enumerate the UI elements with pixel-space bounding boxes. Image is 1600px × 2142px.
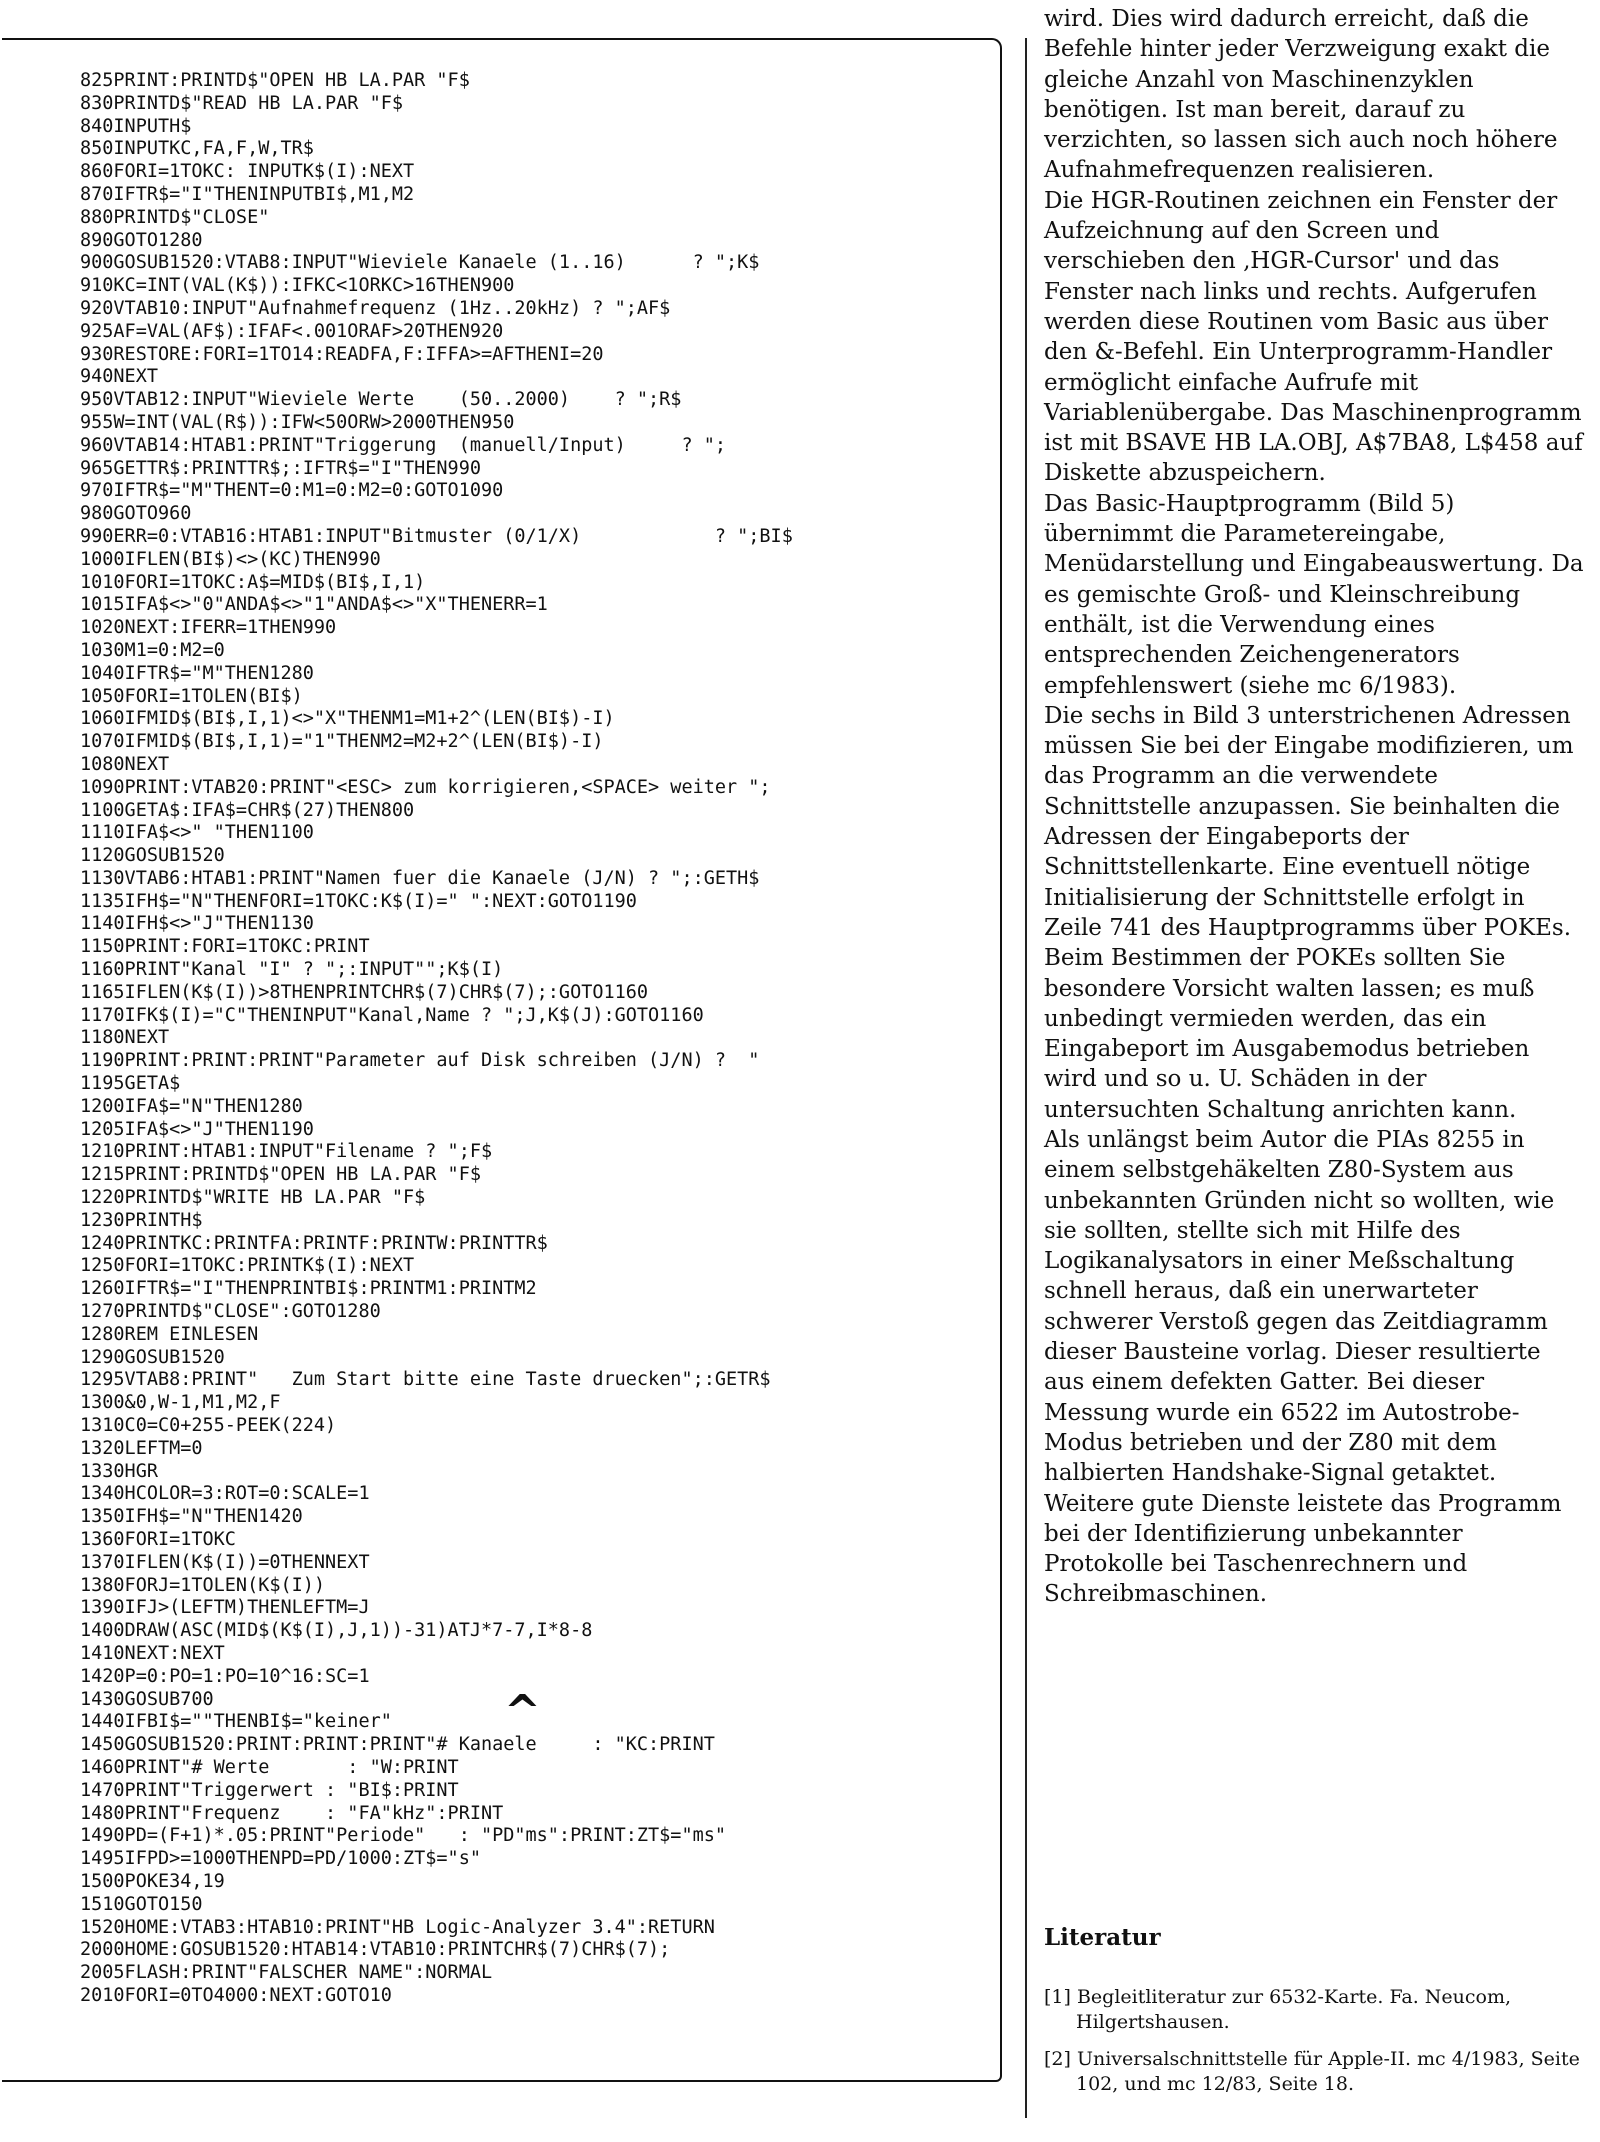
- code-line: 1210PRINT:HTAB1:INPUT"Filename ? ";F$: [80, 1141, 493, 1163]
- code-line: 1350IFH$="N"THEN1420: [80, 1506, 303, 1528]
- code-line: 870IFTR$="I"THENINPUTBI$,M1,M2: [80, 183, 415, 205]
- code-line: 2000HOME:GOSUB1520:HTAB14:VTAB10:PRINTCHR$(7)CHR$(7);: [80, 1939, 671, 1961]
- code-line: 1205IFA$<>"J"THEN1190: [80, 1118, 314, 1140]
- code-line: 1495IFPD>=1000THENPD=PD/1000:ZT$="s": [80, 1848, 481, 1870]
- code-line: 1400DRAW(ASC(MID$(K$(I),J,1))-31)ATJ*7-7,I*8-8: [80, 1620, 593, 1642]
- code-line: 925AF=VAL(AF$):IFAF<.001ORAF>20THEN920: [80, 320, 504, 342]
- code-line: 850INPUTKC,FA,F,W,TR$: [80, 138, 314, 160]
- code-line: 1050FORI=1TOLEN(BI$): [80, 685, 303, 707]
- code-line: 1240PRINTKC:PRINTFA:PRINTF:PRINTW:PRINTTR$: [80, 1232, 548, 1254]
- code-line: 1040IFTR$="M"THEN1280: [80, 662, 314, 684]
- code-line: 1090PRINT:VTAB20:PRINT"<ESC> zum korrigieren,<SPACE> weiter ";: [80, 776, 771, 798]
- code-line: 1320LEFTM=0: [80, 1437, 203, 1459]
- code-line: 1340HCOLOR=3:ROT=0:SCALE=1: [80, 1483, 370, 1505]
- code-line: 1420P=0:PO=1:PO=10^16:SC=1: [80, 1665, 370, 1687]
- code-line: 940NEXT: [80, 366, 158, 388]
- code-line: 1020NEXT:IFERR=1THEN990: [80, 617, 337, 639]
- reference-list: [1044, 1985, 1584, 2109]
- code-line: 825PRINT:PRINTD$"OPEN HB LA.PAR "F$: [80, 70, 470, 91]
- code-line: 1430GOSUB700: [80, 1688, 214, 1710]
- code-line: 1130VTAB6:HTAB1:PRINT"Namen fuer die Kanaele (J/N) ? ";:GETH$: [80, 867, 760, 889]
- code-line: 960VTAB14:HTAB1:PRINT"Triggerung (manuell/Input) ? ";: [80, 434, 727, 456]
- code-line: 2005FLASH:PRINT"FALSCHER NAME":NORMAL: [80, 1962, 493, 1984]
- code-line: 1120GOSUB1520: [80, 845, 225, 867]
- code-line: 840INPUTH$: [80, 115, 192, 137]
- code-line: 1015IFA$<>"0"ANDA$<>"1"ANDA$<>"X"THENERR=1: [80, 594, 548, 616]
- code-line: 1200IFA$="N"THEN1280: [80, 1095, 303, 1117]
- code-line: 965GETTR$:PRINTTR$;:IFTR$="I"THEN990: [80, 457, 481, 479]
- code-line: 1500POKE34,19: [80, 1870, 225, 1892]
- code-line: 1160PRINT"Kanal "I" ? ";:INPUT"";K$(I): [80, 959, 504, 981]
- code-line: 1260IFTR$="I"THENPRINTBI$:PRINTM1:PRINTM2: [80, 1278, 537, 1300]
- handwritten-caret-mark: ^: [504, 1686, 541, 1737]
- code-line: 1030M1=0:M2=0: [80, 639, 225, 661]
- code-line: 1165IFLEN(K$(I))>8THENPRINTCHR$(7)CHR$(7);:GOTO1160: [80, 981, 649, 1003]
- code-line: 980GOTO960: [80, 503, 192, 525]
- code-line: 930RESTORE:FORI=1TO14:READFA,F:IFFA>=AFTHENI=20: [80, 343, 604, 365]
- code-line: 1215PRINT:PRINTD$"OPEN HB LA.PAR "F$: [80, 1164, 481, 1186]
- code-line: 1520HOME:VTAB3:HTAB10:PRINT"HB Logic-Analyzer 3.4":RETURN: [80, 1916, 715, 1938]
- code-line: 1010FORI=1TOKC:A$=MID$(BI$,I,1): [80, 571, 426, 593]
- code-line: 910KC=INT(VAL(K$)):IFKC<1ORKC>16THEN900: [80, 275, 515, 297]
- reference-item: [1] Begleitliteratur zur 6532-Karte. Fa. Neucom, Hilgertshausen.: [1044, 1986, 1512, 2033]
- code-line: 1490PD=(F+1)*.05:PRINT"Periode" : "PD"ms":PRINT:ZT$="ms": [80, 1825, 727, 1847]
- article-paragraph: Als unlängst beim Autor die PIAs 8255 in einem selbstgehäkelten Z80-System aus unbekannten Gründen nicht so wollten, wie sie sollten, stellte sich mit Hilfe des Logikanalysators in einer Meßschaltung schnell heraus, daß ein unerwarteter schwerer Verstoß gegen das Zeitdiagramm dieser Bausteine vorlag. Dieser resultierte aus einem defekten Gatter. Bei dieser Messung wurde ein 6522 im Autostrobe-Modus betrieben und der Z80 mit dem halbierten Handshake-Signal getaktet. Weitere gute Dienste leistete das Programm bei der Identifizierung unbekannter Protokolle bei Taschenrechnern und Schreibmaschinen.: [1044, 1126, 1562, 1608]
- code-line: 1195GETA$: [80, 1073, 181, 1095]
- literatur-heading: Literatur: [1044, 1924, 1161, 1951]
- code-line: 1470PRINT"Triggerwert : "BI$:PRINT: [80, 1779, 459, 1801]
- code-line: 1280REM EINLESEN: [80, 1323, 259, 1345]
- code-line: 1100GETA$:IFA$=CHR$(27)THEN800: [80, 799, 415, 821]
- code-line: 1460PRINT"# Werte : "W:PRINT: [80, 1756, 459, 1778]
- article-paragraph: Die sechs in Bild 3 unterstrichenen Adressen müssen Sie bei der Eingabe modifizieren, um das Programm an die verwendete Schnittstelle anzupassen. Sie beinhalten die Adressen der Eingabeports der Schnittstellenkarte. Eine eventuell nötige Initialisierung der Schnittstelle erfolgt in Zeile 741 des Hauptprogramms über POKEs. Beim Bestimmen der POKEs sollten Sie besondere Vorsicht walten lassen; es muß unbedingt vermieden werden, das ein Eingabeport im Ausgabemodus betrieben wird und so u. U. Schäden in der untersuchten Schaltung anrichten kann.: [1044, 702, 1574, 1123]
- code-line: 1295VTAB8:PRINT" Zum Start bitte eine Taste druecken";:GETR$: [80, 1369, 771, 1391]
- code-line: 1170IFK$(I)="C"THENINPUT"Kanal,Name ? ";J,K$(J):GOTO1160: [80, 1004, 704, 1026]
- code-line: 1110IFA$<>" "THEN1100: [80, 822, 314, 844]
- code-line: 1135IFH$="N"THENFORI=1TOKC:K$(I)=" ":NEXT:GOTO1190: [80, 890, 637, 912]
- code-line: 1480PRINT"Frequenz : "FA"kHz":PRINT: [80, 1802, 504, 1824]
- code-line: 1150PRINT:FORI=1TOKC:PRINT: [80, 936, 370, 958]
- code-line: 890GOTO1280: [80, 229, 203, 251]
- code-line: 1080NEXT: [80, 753, 170, 775]
- reference-item: [2] Universalschnittstelle für Apple-II. mc 4/1983, Seite 102, und mc 12/83, Seite 18.: [1044, 2048, 1580, 2095]
- code-line: 1360FORI=1TOKC: [80, 1529, 236, 1550]
- code-line: 1440IFBI$=""THENBI$="keiner": [80, 1711, 392, 1733]
- code-line: 1270PRINTD$"CLOSE":GOTO1280: [80, 1301, 381, 1323]
- code-line: 1290GOSUB1520: [80, 1346, 225, 1368]
- code-line: 880PRINTD$"CLOSE": [80, 206, 270, 228]
- code-line: 920VTAB10:INPUT"Aufnahmefrequenz (1Hz..20kHz) ? ";AF$: [80, 297, 671, 319]
- code-line: 955W=INT(VAL(R$)):IFW<50ORW>2000THEN950: [80, 411, 515, 433]
- code-line: 1070IFMID$(BI$,I,1)="1"THENM2=M2+2^(LEN(BI$)-I): [80, 731, 604, 753]
- code-line: 1510GOTO150: [80, 1893, 203, 1915]
- article-body-text: [1044, 4, 1584, 1610]
- code-line: 1370IFLEN(K$(I))=0THENNEXT: [80, 1551, 370, 1573]
- code-line: 1300&0,W-1,M1,M2,F: [80, 1392, 281, 1414]
- code-line: 970IFTR$="M"THENT=0:M1=0:M2=0:GOTO1090: [80, 480, 504, 502]
- code-line: 1220PRINTD$"WRITE HB LA.PAR "F$: [80, 1187, 426, 1209]
- code-line: 1450GOSUB1520:PRINT:PRINT:PRINT"# Kanaele : "KC:PRINT: [80, 1734, 715, 1756]
- code-line: 1060IFMID$(BI$,I,1)<>"X"THENM1=M1+2^(LEN(BI$)-I): [80, 708, 615, 730]
- code-line: 1410NEXT:NEXT: [80, 1642, 225, 1664]
- code-line: 1330HGR: [80, 1460, 158, 1482]
- code-line: 1380FORJ=1TOLEN(K$(I)): [80, 1574, 326, 1596]
- article-paragraph: wird. Dies wird dadurch erreicht, daß die Befehle hinter jeder Verzweigung exakt die gleiche Anzahl von Maschinenzyklen benötigen. Ist man bereit, darauf zu verzichten, so lassen sich auch noch höhere Aufnahmefrequenzen realisieren.: [1044, 6, 1558, 184]
- code-line: 900GOSUB1520:VTAB8:INPUT"Wieviele Kanaele (1..16) ? ";K$: [80, 252, 760, 274]
- code-line: 1250FORI=1TOKC:PRINTK$(I):NEXT: [80, 1255, 415, 1277]
- code-line: 1180NEXT: [80, 1027, 170, 1049]
- code-line: 1000IFLEN(BI$)<>(KC)THEN990: [80, 548, 381, 570]
- code-line: 950VTAB12:INPUT"Wieviele Werte (50..2000) ? ";R$: [80, 389, 682, 411]
- basic-code-listing: [80, 70, 793, 2008]
- article-paragraph: Das Basic-Hauptprogramm (Bild 5) übernimmt die Parametereingabe, Menüdarstellung und Eingabeauswertung. Da es gemischte Groß- und Kleinschreibung enthält, ist die Verwendung eines entsprechenden Zeichengenerators empfehlenswert (siehe mc 6/1983).: [1044, 490, 1584, 699]
- code-line: 2010FORI=0TO4000:NEXT:GOTO10: [80, 1984, 392, 2006]
- article-paragraph: Die HGR-Routinen zeichnen ein Fenster der Aufzeichnung auf den Screen und verschieben den ‚HGR-Cursor' und das Fenster nach links und rechts. Aufgerufen werden diese Routinen vom Basic aus über den &-Befehl. Ein Unterprogramm-Handler ermöglicht einfache Aufrufe mit Variablenübergabe. Das Maschinenprogramm ist mit BSAVE HB LA.OBJ, A$7BA8, L$458 auf Diskette abzuspeichern.: [1044, 187, 1583, 487]
- code-line: 1310C0=C0+255-PEEK(224): [80, 1415, 337, 1437]
- code-line: 830PRINTD$"READ HB LA.PAR "F$: [80, 92, 404, 114]
- code-line: 1230PRINTH$: [80, 1209, 203, 1231]
- code-line: 990ERR=0:VTAB16:HTAB1:INPUT"Bitmuster (0/1/X) ? ";BI$: [80, 525, 793, 547]
- code-line: 1140IFH$<>"J"THEN1130: [80, 913, 314, 935]
- code-line: 1190PRINT:PRINT:PRINT"Parameter auf Disk schreiben (J/N) ? ": [80, 1050, 760, 1072]
- column-divider: [1025, 38, 1027, 2118]
- code-line: 1390IFJ>(LEFTM)THENLEFTM=J: [80, 1597, 370, 1619]
- code-line: 860FORI=1TOKC: INPUTK$(I):NEXT: [80, 161, 415, 183]
